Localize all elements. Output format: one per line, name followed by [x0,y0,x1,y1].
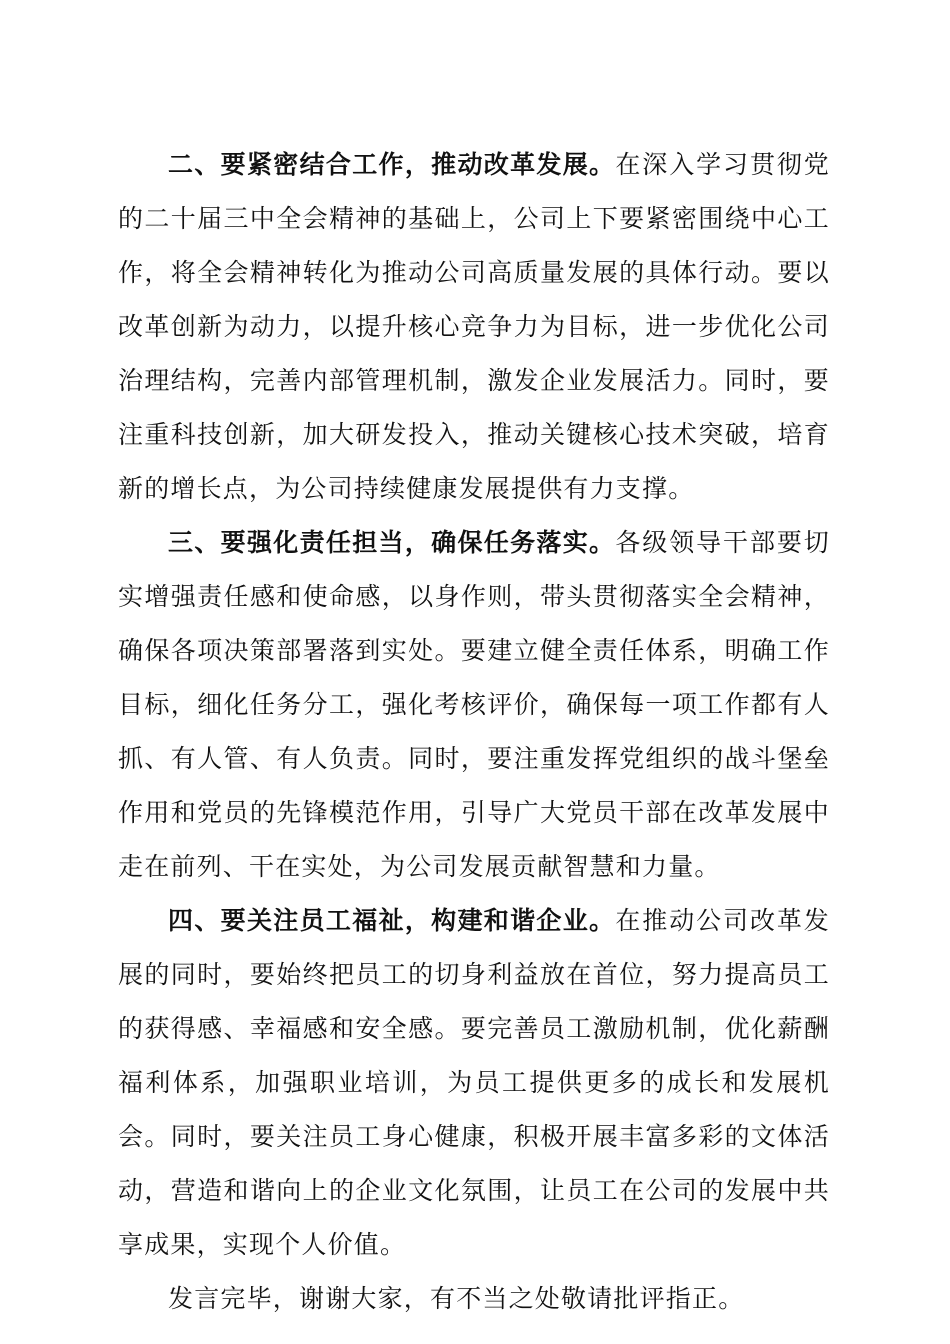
paragraph-text: 在推动公司改革发展的同时，要始终把员工的切身利益放在首位，努力提高员工的获得感、幸福感和安全感。要完善员工激励机制，优化薪酬福利体系，加强职业培训，为员工提供更多的成长和发展机会。同时，要关注员工身心健康，积极开展丰富多彩的文体活动，营造和谐向上的企业文化氛围，让员工在公司的发展中共享成果，实现个人价值。 [118,906,831,1259]
paragraph-heading: 三、要强化责任担当，确保任务落实。 [168,528,616,557]
paragraph-heading: 四、要关注员工福祉，构建和谐企业。 [168,906,616,935]
paragraph-text: 在深入学习贯彻党的二十届三中全会精神的基础上，公司上下要紧密围绕中心工作，将全会精神转化为推动公司高质量发展的具体行动。要以改革创新为动力，以提升核心竞争力为目标，进一步优化公司治理结构，完善内部管理机制，激发企业发展活力。同时，要注重科技创新，加大研发投入，推动关键核心技术突破，培育新的增长点，为公司持续健康发展提供有力支撑。 [118,150,831,503]
paragraph-closing [118,1272,830,1326]
paragraph-heading: 二、要紧密结合工作，推动改革发展。 [168,150,616,179]
paragraph-responsibility [118,516,830,894]
paragraph-reform [118,138,830,516]
paragraph-text: 发言完毕，谢谢大家，有不当之处敬请批评指正。 [168,1284,745,1313]
paragraph-employee-welfare [118,894,830,1272]
paragraph-text: 各级领导干部要切实增强责任感和使命感，以身作则，带头贯彻落实全会精神，确保各项决策部署落到实处。要建立健全责任体系，明确工作目标，细化任务分工，强化考核评价，确保每一项工作都有人抓、有人管、有人负责。同时，要注重发挥党组织的战斗堡垒作用和党员的先锋模范作用，引导广大党员干部在改革发展中走在前列、干在实处，为公司发展贡献智慧和力量。 [118,528,831,881]
document-body [118,138,830,1326]
